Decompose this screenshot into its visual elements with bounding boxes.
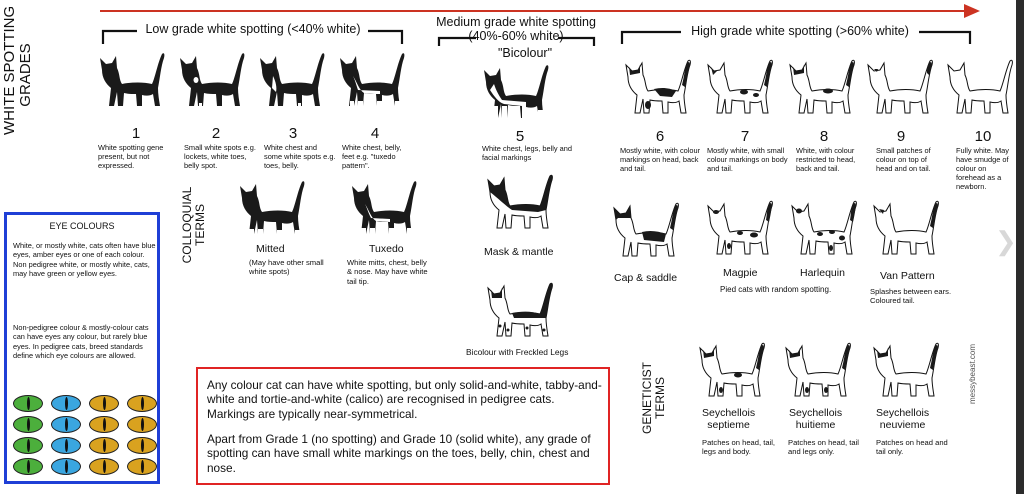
grade-description: White chest and some white spots e.g. toes, belly. — [264, 143, 336, 171]
grade-number: 10 — [974, 128, 992, 145]
septieme-label: Seychellois septieme — [702, 407, 756, 432]
eye-colours-title: EYE COLOURS — [49, 221, 115, 231]
van-pattern-cat — [866, 196, 944, 258]
grade-10-cat — [940, 55, 1018, 117]
grade-number: 2 — [211, 125, 221, 142]
mitted-description: (May have other small white spots) — [249, 258, 324, 277]
van-pattern-label: Van Pattern — [880, 270, 935, 282]
huitieme-cat — [778, 338, 856, 400]
eye-pupil — [103, 418, 106, 431]
huitieme-label: Seychellois huitieme — [789, 407, 843, 432]
grade-description: White chest, legs, belly and facial markings — [482, 144, 572, 163]
freckled-legs-label: Bicolour with Freckled Legs — [466, 347, 569, 357]
eye-swatch-blue — [51, 458, 81, 475]
grade-number: 3 — [288, 125, 298, 142]
pied-note: Pied cats with random spotting. — [720, 285, 832, 294]
geneticist-terms-heading: GENETICIST TERMS — [640, 362, 667, 435]
next-slide-chevron-icon[interactable]: ❯ — [995, 226, 1017, 256]
tuxedo-label: Tuxedo — [369, 243, 404, 255]
grade-description: White chest, belly, feet e.g. "tuxedo pattern". — [342, 143, 402, 171]
neuvieme-label: Seychellois neuvieme — [876, 407, 930, 432]
grade-6-cat — [618, 55, 696, 117]
grade-number: 9 — [896, 128, 906, 145]
eye-swatch-amber — [127, 416, 157, 433]
eye-pupil — [141, 397, 144, 410]
eye-colours-paragraph: Non-pedigree colour & mostly-colour cats can have eyes any colour, but rarely blue eyes. In pedigree cats, breed standards define which eye colours are allowed. — [13, 323, 149, 360]
grade-number: 7 — [740, 128, 750, 145]
mitted-cat — [232, 176, 310, 238]
neuvieme-description: Patches on head and tail only. — [876, 438, 948, 457]
note-paragraph: Any colour cat can have white spotting, but only solid-and-white, tabby-and-white and tortie-and-white (calico) are recognised in pedigree cats. Markings are typically near-symmetrical. — [207, 378, 602, 421]
mask-mantle-cat — [480, 170, 558, 232]
cap-saddle-label: Cap & saddle — [614, 272, 678, 284]
tuxedo-description: White mitts, chest, belly & nose. May have white tail tip. — [347, 258, 428, 286]
tuxedo-cat — [344, 176, 422, 238]
grade-8-cat — [782, 55, 860, 117]
eye-pupil — [103, 397, 106, 410]
septieme-description: Patches on head, tail, legs and body. — [702, 438, 776, 457]
grade-description: Small patches of colour on top of head and on tail. — [876, 146, 931, 174]
grade-1-cat — [92, 48, 170, 110]
eye-pupil — [65, 439, 68, 452]
medium-grade-heading: Medium grade white spotting (40%-60% white) — [436, 15, 596, 44]
grade-number: 5 — [515, 128, 525, 145]
eye-swatch-amber — [89, 437, 119, 454]
eye-swatch-blue — [51, 437, 81, 454]
eye-pupil — [27, 439, 30, 452]
eye-swatch-green — [13, 437, 43, 454]
grade-description: White, with colour restricted to head, back and tail. — [796, 146, 856, 174]
mitted-label: Mitted — [256, 243, 285, 255]
mask-mantle-label: Mask & mantle — [484, 246, 554, 258]
eye-swatch-green — [13, 416, 43, 433]
grade-number: 6 — [655, 128, 665, 145]
eye-pupil — [65, 418, 68, 431]
grade-description: Fully white. May have smudge of colour on forehead as a newborn. — [956, 146, 1009, 192]
grade-2-cat — [172, 48, 250, 110]
grade-description: Mostly white, with small colour markings on body and tail. — [707, 146, 788, 174]
eye-swatch-green — [13, 395, 43, 412]
harlequin-label: Harlequin — [800, 267, 845, 279]
grade-description: White spotting gene present, but not expressed. — [98, 143, 164, 171]
eye-swatch-amber — [89, 395, 119, 412]
harlequin-cat — [784, 196, 862, 258]
grade-description: Small white spots e.g. lockets, white toes, belly spot. — [184, 143, 256, 171]
cap-saddle-cat — [606, 198, 684, 260]
van-pattern-description: Splashes between ears. Coloured tail. — [870, 287, 952, 306]
eye-pupil — [27, 397, 30, 410]
neuvieme-cat — [866, 338, 944, 400]
colloquial-terms-heading: COLLOQUIAL TERMS — [180, 186, 207, 264]
freckled-legs-cat — [480, 278, 558, 340]
note-paragraph: Apart from Grade 1 (no spotting) and Grade 10 (solid white), any grade of spotting can have small white markings on the toes, belly, chin, chest and nose. — [207, 432, 591, 475]
grade-description: Mostly white, with colour markings on head, back and tail. — [620, 146, 701, 174]
grade-number: 4 — [370, 125, 380, 142]
eye-colours-box — [4, 212, 160, 484]
septieme-cat — [692, 338, 770, 400]
magpie-label: Magpie — [723, 267, 758, 279]
note-box — [196, 367, 610, 485]
eye-swatch-amber — [127, 458, 157, 475]
eye-swatch-blue — [51, 395, 81, 412]
grade-number: 8 — [819, 128, 829, 145]
eye-pupil — [65, 460, 68, 473]
grade-7-cat — [700, 55, 778, 117]
bicolour-heading: "Bicolour" — [497, 46, 553, 60]
eye-pupil — [103, 460, 106, 473]
watermark: messybeast.com — [968, 343, 977, 404]
eye-pupil — [27, 460, 30, 473]
eye-swatch-amber — [127, 395, 157, 412]
eye-swatch-green — [13, 458, 43, 475]
huitieme-description: Patches on head, tail and legs only. — [788, 438, 859, 457]
side-title: WHITE SPOTTING GRADES — [1, 5, 34, 135]
eye-swatch-amber — [89, 416, 119, 433]
grade-4-cat — [332, 48, 410, 110]
eye-pupil — [27, 418, 30, 431]
grade-number: 1 — [131, 125, 141, 142]
eye-pupil — [141, 418, 144, 431]
grade-5-cat — [476, 60, 554, 122]
grade-3-cat — [252, 48, 330, 110]
eye-pupil — [141, 460, 144, 473]
high-grade-heading: High grade white spotting (>60% white) — [691, 24, 909, 38]
eye-pupil — [103, 439, 106, 452]
eye-pupil — [141, 439, 144, 452]
eye-swatch-amber — [89, 458, 119, 475]
eye-pupil — [65, 397, 68, 410]
grade-9-cat — [860, 55, 938, 117]
magpie-cat — [700, 196, 778, 258]
eye-swatch-grid — [13, 395, 157, 479]
eye-swatch-blue — [51, 416, 81, 433]
eye-colours-paragraph: White, or mostly white, cats often have blue eyes, amber eyes or one of each colour. Non pedigree white, or mostly white, cats, may have green or yellow eyes. — [13, 241, 156, 278]
eye-swatch-amber — [127, 437, 157, 454]
low-grade-heading: Low grade white spotting (<40% white) — [145, 22, 361, 36]
